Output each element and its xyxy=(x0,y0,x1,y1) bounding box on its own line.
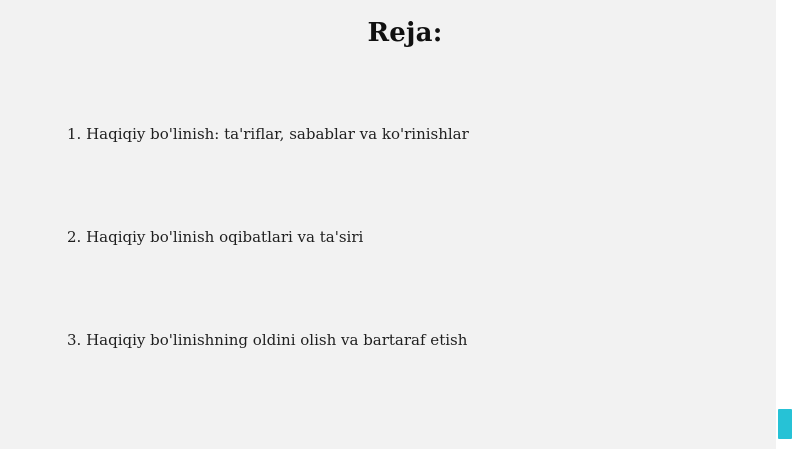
plan-item-3: 3. Haqiqiy bo'linishning oldini olish va bartaraf etish xyxy=(67,331,468,349)
plan-item-1: 1. Haqiqiy bo'linish: ta'riflar, sabablar va ko'rinishlar xyxy=(67,125,469,143)
slide-title: Reja: xyxy=(367,18,443,48)
scrollbar-track[interactable] xyxy=(776,0,800,449)
scrollbar-thumb[interactable] xyxy=(778,409,792,439)
plan-item-2: 2. Haqiqiy bo'linish oqibatlari va ta'siri xyxy=(67,228,364,246)
